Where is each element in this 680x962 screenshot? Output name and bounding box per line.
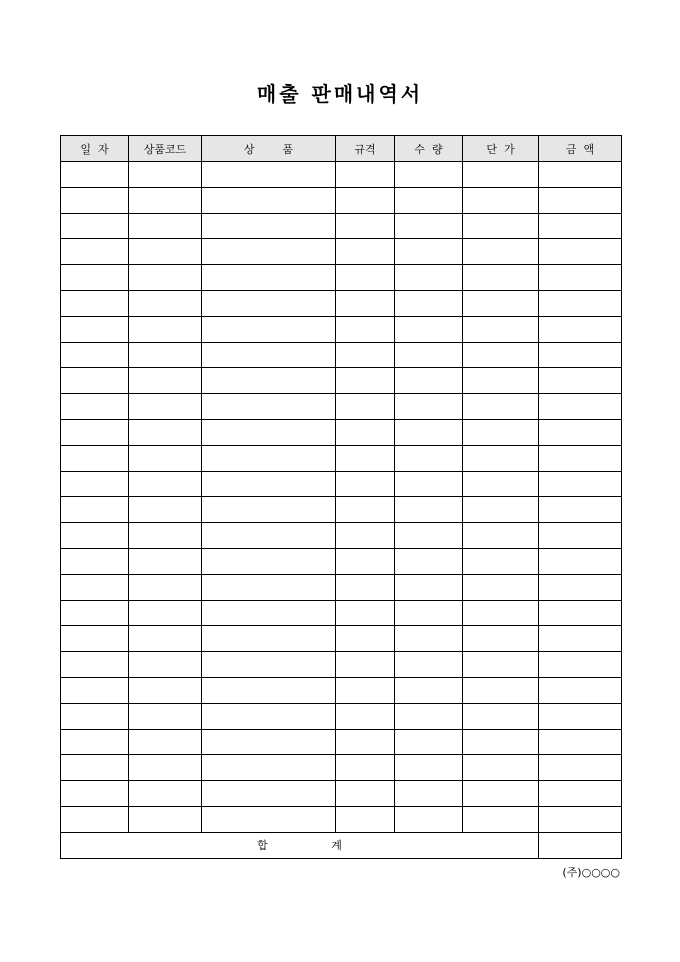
product-cell[interactable]	[202, 162, 336, 188]
product-cell[interactable]	[202, 677, 336, 703]
amount-cell[interactable]	[539, 755, 622, 781]
price-cell[interactable]	[463, 239, 539, 265]
date-cell[interactable]	[61, 265, 129, 291]
col-price-header: 단 가	[463, 136, 539, 162]
date-cell[interactable]	[61, 600, 129, 626]
price-cell[interactable]	[463, 755, 539, 781]
table-row	[61, 523, 622, 549]
price-cell[interactable]	[463, 368, 539, 394]
date-cell[interactable]	[61, 445, 129, 471]
code-cell[interactable]	[129, 471, 202, 497]
table-row	[61, 239, 622, 265]
amount-cell[interactable]	[539, 703, 622, 729]
table-row	[61, 574, 622, 600]
code-cell[interactable]	[129, 626, 202, 652]
price-cell[interactable]	[463, 729, 539, 755]
table-row	[61, 471, 622, 497]
date-cell[interactable]	[61, 213, 129, 239]
table-row	[61, 729, 622, 755]
qty-cell[interactable]	[395, 600, 463, 626]
code-cell[interactable]	[129, 239, 202, 265]
col-qty-header: 수 량	[395, 136, 463, 162]
col-amount-header: 금 액	[539, 136, 622, 162]
code-cell[interactable]	[129, 419, 202, 445]
product-cell[interactable]	[202, 523, 336, 549]
product-cell[interactable]	[202, 781, 336, 807]
table-row	[61, 213, 622, 239]
qty-cell[interactable]	[395, 162, 463, 188]
code-cell[interactable]	[129, 342, 202, 368]
qty-cell[interactable]	[395, 677, 463, 703]
table-row	[61, 419, 622, 445]
price-cell[interactable]	[463, 419, 539, 445]
spec-cell[interactable]	[336, 781, 395, 807]
code-cell[interactable]	[129, 316, 202, 342]
date-cell[interactable]	[61, 368, 129, 394]
amount-cell[interactable]	[539, 600, 622, 626]
qty-cell[interactable]	[395, 652, 463, 678]
spec-cell[interactable]	[336, 626, 395, 652]
price-cell[interactable]	[463, 806, 539, 832]
qty-cell[interactable]	[395, 626, 463, 652]
product-cell[interactable]	[202, 445, 336, 471]
spec-cell[interactable]	[336, 316, 395, 342]
product-cell[interactable]	[202, 806, 336, 832]
spec-cell[interactable]	[336, 187, 395, 213]
spec-cell[interactable]	[336, 600, 395, 626]
spec-cell[interactable]	[336, 574, 395, 600]
table-row	[61, 445, 622, 471]
spec-cell[interactable]	[336, 368, 395, 394]
date-cell[interactable]	[61, 239, 129, 265]
price-cell[interactable]	[463, 600, 539, 626]
product-cell[interactable]	[202, 626, 336, 652]
price-cell[interactable]	[463, 445, 539, 471]
price-cell[interactable]	[463, 677, 539, 703]
code-cell[interactable]	[129, 703, 202, 729]
date-cell[interactable]	[61, 316, 129, 342]
amount-cell[interactable]	[539, 677, 622, 703]
date-cell[interactable]	[61, 703, 129, 729]
price-cell[interactable]	[463, 781, 539, 807]
col-spec-header: 규격	[336, 136, 395, 162]
price-cell[interactable]	[463, 497, 539, 523]
code-cell[interactable]	[129, 652, 202, 678]
spec-cell[interactable]	[336, 755, 395, 781]
amount-cell[interactable]	[539, 497, 622, 523]
total-amount-cell[interactable]	[539, 832, 622, 858]
table-row	[61, 290, 622, 316]
spec-cell[interactable]	[336, 523, 395, 549]
code-cell[interactable]	[129, 523, 202, 549]
product-cell[interactable]	[202, 316, 336, 342]
product-cell[interactable]	[202, 600, 336, 626]
qty-cell[interactable]	[395, 265, 463, 291]
price-cell[interactable]	[463, 626, 539, 652]
table-row	[61, 342, 622, 368]
table-row	[61, 755, 622, 781]
date-cell[interactable]	[61, 162, 129, 188]
date-cell[interactable]	[61, 652, 129, 678]
amount-cell[interactable]	[539, 574, 622, 600]
qty-cell[interactable]	[395, 497, 463, 523]
price-cell[interactable]	[463, 162, 539, 188]
table-row	[61, 497, 622, 523]
table-row	[61, 368, 622, 394]
date-cell[interactable]	[61, 523, 129, 549]
spec-cell[interactable]	[336, 703, 395, 729]
table-row	[61, 187, 622, 213]
date-cell[interactable]	[61, 471, 129, 497]
amount-cell[interactable]	[539, 419, 622, 445]
table-row	[61, 806, 622, 832]
qty-cell[interactable]	[395, 342, 463, 368]
code-cell[interactable]	[129, 729, 202, 755]
price-cell[interactable]	[463, 703, 539, 729]
spec-cell[interactable]	[336, 342, 395, 368]
qty-cell[interactable]	[395, 394, 463, 420]
amount-cell[interactable]	[539, 162, 622, 188]
product-cell[interactable]	[202, 419, 336, 445]
amount-cell[interactable]	[539, 342, 622, 368]
qty-cell[interactable]	[395, 239, 463, 265]
qty-cell[interactable]	[395, 213, 463, 239]
price-cell[interactable]	[463, 523, 539, 549]
amount-cell[interactable]	[539, 652, 622, 678]
product-cell[interactable]	[202, 265, 336, 291]
code-cell[interactable]	[129, 677, 202, 703]
code-cell[interactable]	[129, 781, 202, 807]
date-cell[interactable]	[61, 755, 129, 781]
table-row	[61, 548, 622, 574]
spec-cell[interactable]	[336, 394, 395, 420]
qty-cell[interactable]	[395, 316, 463, 342]
amount-cell[interactable]	[539, 471, 622, 497]
amount-cell[interactable]	[539, 239, 622, 265]
qty-cell[interactable]	[395, 703, 463, 729]
product-cell[interactable]	[202, 497, 336, 523]
code-cell[interactable]	[129, 394, 202, 420]
price-cell[interactable]	[463, 471, 539, 497]
price-cell[interactable]	[463, 290, 539, 316]
table-row	[61, 626, 622, 652]
amount-cell[interactable]	[539, 187, 622, 213]
spec-cell[interactable]	[336, 239, 395, 265]
qty-cell[interactable]	[395, 290, 463, 316]
date-cell[interactable]	[61, 677, 129, 703]
code-cell[interactable]	[129, 445, 202, 471]
code-cell[interactable]	[129, 574, 202, 600]
qty-cell[interactable]	[395, 368, 463, 394]
price-cell[interactable]	[463, 342, 539, 368]
spec-cell[interactable]	[336, 497, 395, 523]
amount-cell[interactable]	[539, 368, 622, 394]
code-cell[interactable]	[129, 213, 202, 239]
total-label: 합 계	[61, 832, 539, 858]
col-product-header: 상 품	[202, 136, 336, 162]
table-row	[61, 265, 622, 291]
amount-cell[interactable]	[539, 729, 622, 755]
table-row	[61, 394, 622, 420]
table-row	[61, 316, 622, 342]
product-cell[interactable]	[202, 755, 336, 781]
product-cell[interactable]	[202, 652, 336, 678]
product-cell[interactable]	[202, 729, 336, 755]
date-cell[interactable]	[61, 419, 129, 445]
col-date-header: 일 자	[61, 136, 129, 162]
date-cell[interactable]	[61, 497, 129, 523]
code-cell[interactable]	[129, 600, 202, 626]
date-cell[interactable]	[61, 806, 129, 832]
amount-cell[interactable]	[539, 316, 622, 342]
date-cell[interactable]	[61, 626, 129, 652]
product-cell[interactable]	[202, 213, 336, 239]
qty-cell[interactable]	[395, 419, 463, 445]
qty-cell[interactable]	[395, 523, 463, 549]
price-cell[interactable]	[463, 652, 539, 678]
date-cell[interactable]	[61, 394, 129, 420]
price-cell[interactable]	[463, 574, 539, 600]
price-cell[interactable]	[463, 316, 539, 342]
amount-cell[interactable]	[539, 213, 622, 239]
qty-cell[interactable]	[395, 548, 463, 574]
price-cell[interactable]	[463, 187, 539, 213]
code-cell[interactable]	[129, 548, 202, 574]
date-cell[interactable]	[61, 187, 129, 213]
price-cell[interactable]	[463, 394, 539, 420]
qty-cell[interactable]	[395, 445, 463, 471]
table-row	[61, 652, 622, 678]
code-cell[interactable]	[129, 162, 202, 188]
date-cell[interactable]	[61, 342, 129, 368]
date-cell[interactable]	[61, 290, 129, 316]
spec-cell[interactable]	[336, 290, 395, 316]
spec-cell[interactable]	[336, 471, 395, 497]
qty-cell[interactable]	[395, 806, 463, 832]
spec-cell[interactable]	[336, 677, 395, 703]
table-row	[61, 600, 622, 626]
product-cell[interactable]	[202, 342, 336, 368]
qty-cell[interactable]	[395, 187, 463, 213]
spec-cell[interactable]	[336, 806, 395, 832]
qty-cell[interactable]	[395, 781, 463, 807]
table-row	[61, 677, 622, 703]
product-cell[interactable]	[202, 368, 336, 394]
price-cell[interactable]	[463, 548, 539, 574]
amount-cell[interactable]	[539, 626, 622, 652]
total-row	[61, 832, 622, 858]
amount-cell[interactable]	[539, 523, 622, 549]
price-cell[interactable]	[463, 213, 539, 239]
spec-cell[interactable]	[336, 162, 395, 188]
spec-cell[interactable]	[336, 419, 395, 445]
code-cell[interactable]	[129, 755, 202, 781]
product-cell[interactable]	[202, 471, 336, 497]
spec-cell[interactable]	[336, 729, 395, 755]
code-cell[interactable]	[129, 497, 202, 523]
document-title: 매출 판매내역서	[256, 82, 424, 106]
product-cell[interactable]	[202, 548, 336, 574]
spec-cell[interactable]	[336, 213, 395, 239]
col-code-header: 상품코드	[129, 136, 202, 162]
table-body	[61, 162, 622, 833]
amount-cell[interactable]	[539, 265, 622, 291]
qty-cell[interactable]	[395, 471, 463, 497]
product-cell[interactable]	[202, 574, 336, 600]
amount-cell[interactable]	[539, 445, 622, 471]
amount-cell[interactable]	[539, 394, 622, 420]
product-cell[interactable]	[202, 187, 336, 213]
code-cell[interactable]	[129, 187, 202, 213]
price-cell[interactable]	[463, 265, 539, 291]
product-cell[interactable]	[202, 239, 336, 265]
amount-cell[interactable]	[539, 781, 622, 807]
table-row	[61, 703, 622, 729]
code-cell[interactable]	[129, 265, 202, 291]
qty-cell[interactable]	[395, 729, 463, 755]
spec-cell[interactable]	[336, 265, 395, 291]
product-cell[interactable]	[202, 394, 336, 420]
date-cell[interactable]	[61, 574, 129, 600]
spec-cell[interactable]	[336, 652, 395, 678]
code-cell[interactable]	[129, 806, 202, 832]
code-cell[interactable]	[129, 290, 202, 316]
amount-cell[interactable]	[539, 290, 622, 316]
table-row	[61, 162, 622, 188]
spec-cell[interactable]	[336, 548, 395, 574]
date-cell[interactable]	[61, 548, 129, 574]
amount-cell[interactable]	[539, 806, 622, 832]
qty-cell[interactable]	[395, 574, 463, 600]
product-cell[interactable]	[202, 290, 336, 316]
date-cell[interactable]	[61, 781, 129, 807]
header-row	[61, 136, 622, 162]
code-cell[interactable]	[129, 368, 202, 394]
sales-table	[60, 135, 622, 859]
product-cell[interactable]	[202, 703, 336, 729]
amount-cell[interactable]	[539, 548, 622, 574]
date-cell[interactable]	[61, 729, 129, 755]
qty-cell[interactable]	[395, 755, 463, 781]
table-row	[61, 781, 622, 807]
spec-cell[interactable]	[336, 445, 395, 471]
company-name: (주)○○○○	[562, 866, 620, 879]
